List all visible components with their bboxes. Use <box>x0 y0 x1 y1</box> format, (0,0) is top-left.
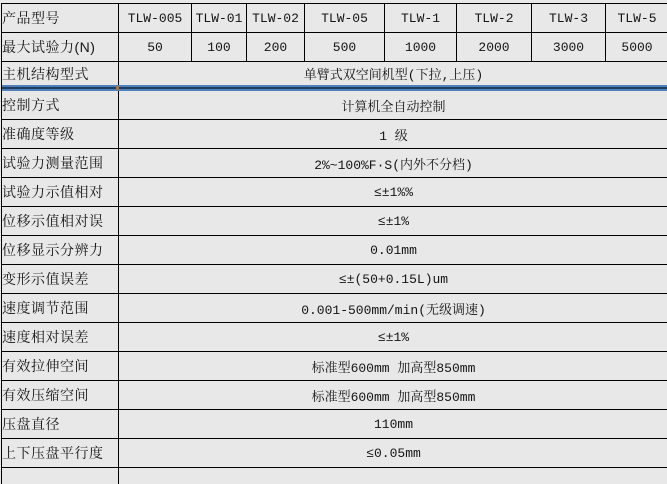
model-cell: TLW-1 <box>385 4 457 33</box>
max-force-cell: 100 <box>192 33 247 62</box>
spec-value: ≤±1%% <box>119 178 667 207</box>
max-force-label: 最大试验力(N) <box>2 33 119 62</box>
spec-row-compression-space <box>2 381 667 410</box>
spec-row-speed-range <box>2 294 667 323</box>
max-force-cell: 1000 <box>385 33 457 62</box>
spec-value: 1 级 <box>119 120 667 149</box>
spec-row-structure <box>2 62 667 85</box>
spec-value: 2%~100%F·S(内外不分档) <box>119 149 667 178</box>
spec-label: 速度相对误差 <box>2 323 119 352</box>
max-force-cell: 500 <box>305 33 385 62</box>
spec-label: 主机结构型式 <box>2 62 119 85</box>
spec-table <box>1 3 667 484</box>
blue-divider-row <box>2 85 667 91</box>
spec-value: ≤±(50+0.15L)um <box>119 265 667 294</box>
spec-row-accuracy <box>2 120 667 149</box>
spec-label: 上下压盘平行度 <box>2 439 119 468</box>
blue-divider-line <box>2 85 667 91</box>
spec-label: 准确度等级 <box>2 120 119 149</box>
spec-row-platen-parallelism <box>2 439 667 468</box>
spec-value: 单臂式双空间机型(下拉,上压) <box>119 62 667 85</box>
spec-label: 压盘直径 <box>2 410 119 439</box>
model-cell: TLW-005 <box>119 4 192 33</box>
spec-row-control <box>2 91 667 120</box>
spec-label: 变形示值误差 <box>2 265 119 294</box>
spec-value: 0.001-500mm/min(无级调速) <box>119 294 667 323</box>
max-force-row <box>2 33 667 62</box>
max-force-cell: 3000 <box>532 33 606 62</box>
spec-row-displacement-resolution <box>2 236 667 265</box>
divider-orange-marker <box>116 86 119 90</box>
spec-label: 位移示值相对误 <box>2 207 119 236</box>
blue-divider-cell <box>2 85 667 91</box>
clipped-label-cell <box>2 468 119 484</box>
spec-row-platen-diameter <box>2 410 667 439</box>
max-force-cell: 50 <box>119 33 192 62</box>
model-header-row <box>2 4 667 33</box>
max-force-cell: 200 <box>247 33 305 62</box>
spec-value: ≤±1% <box>119 323 667 352</box>
clipped-bottom-row <box>2 468 667 484</box>
model-cell: TLW-02 <box>247 4 305 33</box>
model-cell: TLW-01 <box>192 4 247 33</box>
spec-value: 标准型600mm 加高型850mm <box>119 381 667 410</box>
spec-row-deformation-error <box>2 265 667 294</box>
spec-row-tension-space <box>2 352 667 381</box>
spec-label: 试验力测量范围 <box>2 149 119 178</box>
spec-value: ≤±1% <box>119 207 667 236</box>
spec-row-speed-error <box>2 323 667 352</box>
spec-label: 位移显示分辨力 <box>2 236 119 265</box>
spec-label: 速度调节范围 <box>2 294 119 323</box>
model-cell: TLW-5 <box>606 4 667 33</box>
max-force-cell: 5000 <box>606 33 667 62</box>
spec-value: 0.01mm <box>119 236 667 265</box>
model-cell: TLW-3 <box>532 4 606 33</box>
max-force-cell: 2000 <box>457 33 532 62</box>
model-cell: TLW-2 <box>457 4 532 33</box>
spec-label: 试验力示值相对 <box>2 178 119 207</box>
spec-value: 110mm <box>119 410 667 439</box>
model-cell: TLW-05 <box>305 4 385 33</box>
spec-label: 控制方式 <box>2 91 119 120</box>
clipped-value-cell <box>119 468 667 484</box>
spec-row-force-error <box>2 178 667 207</box>
spec-value: 计算机全自动控制 <box>119 91 667 120</box>
spec-label: 有效拉伸空间 <box>2 352 119 381</box>
spec-row-displacement-error <box>2 207 667 236</box>
spec-value: ≤0.05mm <box>119 439 667 468</box>
model-row-label: 产品型号 <box>2 4 119 33</box>
spec-row-force-range <box>2 149 667 178</box>
spec-label: 有效压缩空间 <box>2 381 119 410</box>
spec-value: 标准型600mm 加高型850mm <box>119 352 667 381</box>
